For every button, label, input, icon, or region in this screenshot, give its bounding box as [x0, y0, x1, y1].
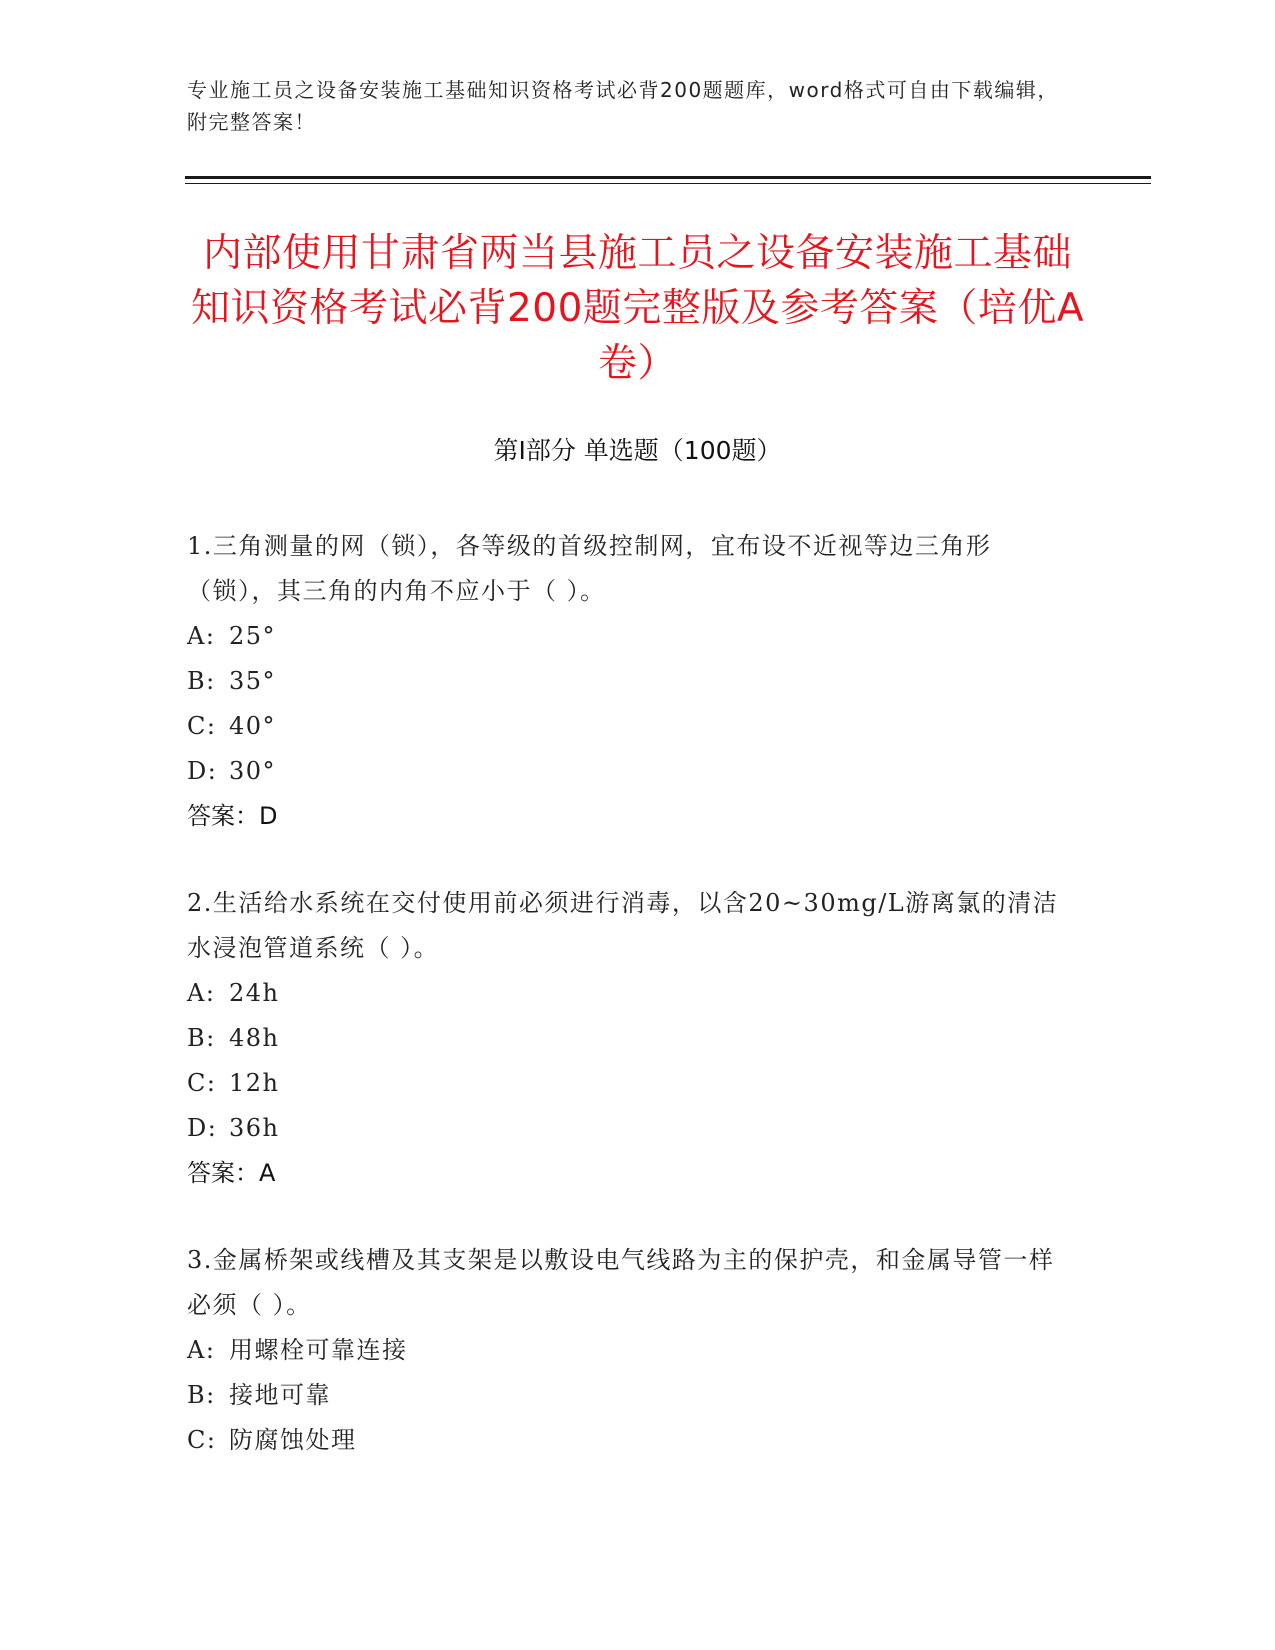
- option-letter: B:: [187, 667, 216, 695]
- option-d: [187, 749, 1067, 794]
- question-2: [187, 881, 1067, 1196]
- question-stem: 2.生活给水系统在交付使用前必须进行消毒，以含20~30mg/L游离氯的清洁水浸泡管道系统（ ）。: [187, 889, 1059, 962]
- option-a: [187, 614, 1067, 659]
- option-text: 30°: [229, 757, 277, 785]
- option-text: 35°: [229, 667, 277, 695]
- option-letter: D:: [187, 757, 218, 785]
- option-text: 12h: [229, 1069, 280, 1097]
- option-text: 25°: [229, 622, 277, 650]
- option-b: [187, 1373, 1067, 1418]
- question-stem: 3.金属桥架或线槽及其支架是以敷设电气线路为主的保护壳，和金属导管一样必须（ ）。: [187, 1246, 1055, 1319]
- option-letter: C:: [187, 1426, 217, 1454]
- option-d: [187, 1106, 1067, 1151]
- question-list: [187, 524, 1067, 1505]
- option-text: 用螺栓可靠连接: [229, 1336, 408, 1364]
- option-a: [187, 1328, 1067, 1373]
- option-text: 40°: [229, 712, 277, 740]
- option-letter: A:: [187, 622, 216, 650]
- option-letter: B:: [187, 1024, 216, 1052]
- option-letter: B:: [187, 1381, 216, 1409]
- option-b: [187, 1016, 1067, 1061]
- question-stem: 1.三角测量的网（锁），各等级的首级控制网，宜布设不近视等边三角形（锁），其三角的内角不应小于（ ）。: [187, 532, 992, 605]
- answer-line: 答案：D: [187, 802, 278, 830]
- question-1: [187, 524, 1067, 839]
- option-text: 防腐蚀处理: [229, 1426, 357, 1454]
- header-divider-thin: [185, 183, 1151, 184]
- section-title: 第Ⅰ部分 单选题（100题）: [493, 436, 782, 465]
- option-c: [187, 1418, 1067, 1463]
- option-text: 24h: [229, 979, 280, 1007]
- question-3: [187, 1238, 1067, 1463]
- option-b: [187, 659, 1067, 704]
- option-text: 接地可靠: [229, 1381, 331, 1409]
- header-divider-thick: [185, 176, 1151, 179]
- option-a: [187, 971, 1067, 1016]
- option-letter: C:: [187, 1069, 217, 1097]
- document-title: 内部使用甘肃省两当县施工员之设备安装施工基础知识资格考试必背200题完整版及参考答案（培优A卷）: [190, 231, 1085, 386]
- option-letter: C:: [187, 712, 217, 740]
- option-text: 36h: [229, 1114, 280, 1142]
- answer-line: 答案：A: [187, 1159, 276, 1187]
- option-letter: A:: [187, 979, 216, 1007]
- option-letter: A:: [187, 1336, 216, 1364]
- option-c: [187, 1061, 1067, 1106]
- option-text: 48h: [229, 1024, 280, 1052]
- header-note: 专业施工员之设备安装施工基础知识资格考试必背200题题库，word格式可自由下载编辑，附完整答案！: [187, 78, 1059, 134]
- option-c: [187, 704, 1067, 749]
- option-letter: D:: [187, 1114, 218, 1142]
